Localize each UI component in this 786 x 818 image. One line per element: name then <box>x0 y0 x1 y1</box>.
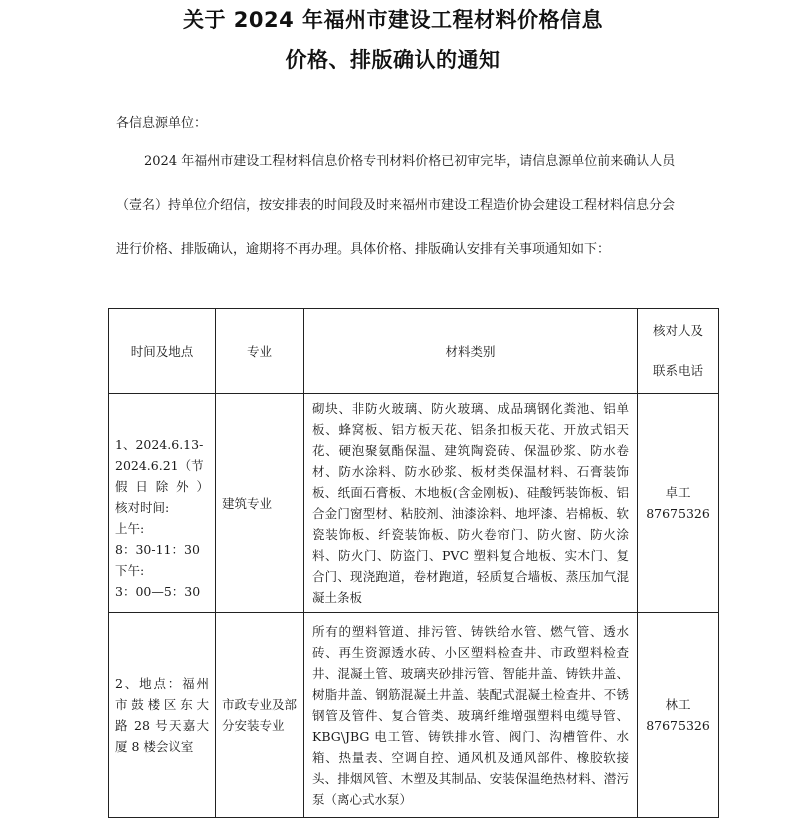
table-header-row <box>109 309 719 394</box>
header-contact-line-2: 联系电话 <box>652 363 703 378</box>
time-line: 核对时间: <box>115 500 170 515</box>
contact-phone: 87675326 <box>646 718 710 733</box>
header-time-place: 时间及地点 <box>109 309 216 394</box>
contact-name: 林工 <box>665 697 691 712</box>
header-contact-line-1: 核对人及 <box>652 323 703 338</box>
salutation: 各信息源单位： <box>116 116 208 131</box>
place-cell <box>109 613 216 818</box>
specialty-cell: 建筑专业 <box>216 394 304 613</box>
time-line: 1、2024.6.13- <box>115 437 204 452</box>
time-cell <box>109 394 216 613</box>
materials-cell: 所有的塑料管道、排污管、铸铁给水管、燃气管、透水砖、再生资源透水砖、小区塑料检查井、市政塑料检查井、混凝土管、玻璃夹砂排污管、智能井盖、铸铁井盖、树脂井盖、钢筋混凝土井盖、装配式混凝土检查井、不锈钢管及管件、复合管类、玻璃纤维增强塑料电缆导管、KBG\JBG 电工管、铸铁排水管、阀门、沟槽管件、水箱、热量表、空调自控、通风机及通风部件、橡胶软接头、排烟风管、木塑及其制品、安装保温绝热材料、潜污泵（离心式水泵） <box>304 613 638 818</box>
materials-cell: 砌块、非防火玻璃、防火玻璃、成品璃钢化粪池、铝单板、蜂窝板、铝方板天花、铝条扣板天花、开放式铝天花、硬泡聚氨酯保温、建筑陶瓷砖、保温砂浆、防水卷材、防水涂料、防水砂浆、板材类保温材料、石膏装饰板、纸面石膏板、木地板(含金刚板)、硅酸钙装饰板、铝合金门窗型材、粘胶剂、油漆涂料、地坪漆、岩棉板、软瓷装饰板、纤瓷装饰板、防火卷帘门、防火窗、防火涂料、防火门、防盗门、PVC 塑料复合地板、实木门、复合门、现浇跑道，卷材跑道，轻质复合墙板、蒸压加气混凝土条板 <box>304 394 638 613</box>
notice-title-line-1: 关于 2024 年福州市建设工程材料价格信息 <box>182 8 604 32</box>
contact-cell <box>638 613 719 818</box>
time-line: 假日除外） <box>115 479 209 494</box>
place-line: 厦 8 楼会议室 <box>115 739 194 754</box>
contact-cell <box>638 394 719 613</box>
notice-title-line-2: 价格、排版确认的通知 <box>285 48 501 72</box>
time-line: 上午: <box>115 521 145 536</box>
time-line: 下午: <box>115 563 145 578</box>
contact-name: 卓工 <box>665 485 691 500</box>
header-contact <box>638 309 719 394</box>
place-line: 路 28 号天嘉大 <box>115 718 209 733</box>
time-line: 2024.6.21（节 <box>115 458 204 473</box>
place-line: 2、地点：福州 <box>115 676 209 691</box>
contact-phone: 87675326 <box>646 506 710 521</box>
table-row <box>109 613 719 818</box>
schedule-table <box>108 308 719 818</box>
header-material-categories: 材料类别 <box>304 309 638 394</box>
time-line: 8：30-11：30 <box>115 542 200 557</box>
time-line: 3：00—5：30 <box>115 584 201 599</box>
table-row <box>109 394 719 613</box>
specialty-cell: 市政专业及部分安装专业 <box>216 613 304 818</box>
header-specialty: 专业 <box>216 309 304 394</box>
place-line: 市鼓楼区东大 <box>115 697 209 712</box>
body-paragraph: 2024 年福州市建设工程材料信息价格专刊材料价格已初审完毕，请信息源单位前来确认人员（壹名）持单位介绍信，按安排表的时间段及时来福州市建设工程造价协会建设工程材料信息分会进行价格、排版确认，逾期将不再办理。具体价格、排版确认安排有关事项通知如下： <box>116 154 676 257</box>
